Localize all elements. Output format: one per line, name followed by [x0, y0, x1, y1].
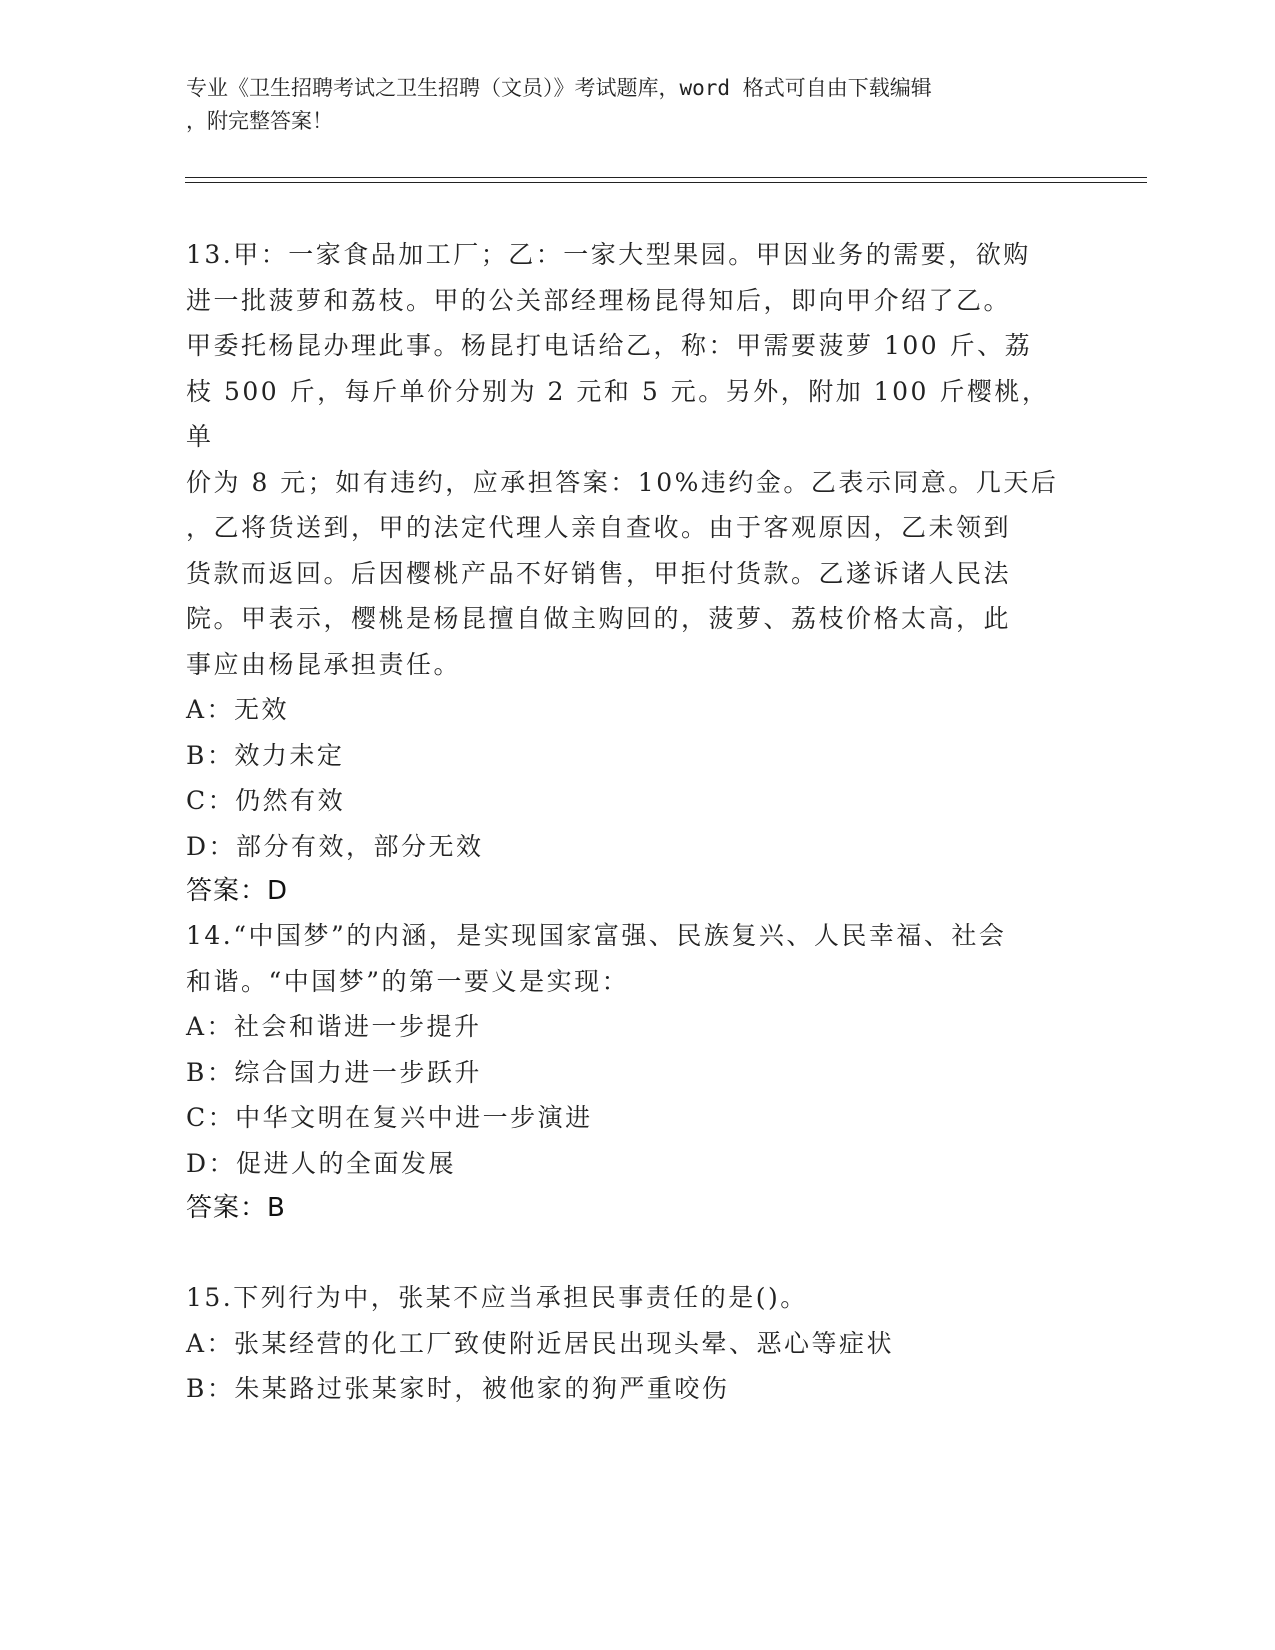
option-b: B：效力未定 [186, 740, 345, 770]
option-c: C：中华文明在复兴中进一步演进 [186, 1103, 593, 1132]
option-b: B：综合国力进一步跃升 [186, 1057, 482, 1087]
question-stem-line: 枝 500 斤，每斤单价分别为 2 元和 5 元。另外，附加 100 斤樱桃，单 [186, 376, 1050, 451]
question-15 [186, 1275, 1066, 1412]
answer-label: 答案：B [186, 1193, 286, 1223]
question-stem-line: 进一批菠萝和荔枝。甲的公关部经理杨昆得知后，即向甲介绍了乙。 [186, 285, 1012, 315]
question-stem-line: 甲委托杨昆办理此事。杨昆打电话给乙，称：甲需要菠萝 100 斤、荔 [186, 331, 1033, 360]
option-d: D：部分有效，部分无效 [186, 831, 484, 861]
header-rule-bottom [185, 182, 1147, 183]
header-line-1: 专业《卫生招聘考试之卫生招聘（文员）》考试题库，word 格式可自由下载编辑 [186, 76, 932, 100]
header-line-2: ，附完整答案！ [186, 109, 333, 133]
question-stem-line: 13.甲：一家食品加工厂；乙：一家大型果园。甲因业务的需要，欲购 [186, 240, 1031, 269]
question-stem-line: 事应由杨昆承担责任。 [186, 649, 462, 679]
option-c: C：仍然有效 [186, 786, 346, 815]
option-a: A：张某经营的化工厂致使附近居民出现头晕、恶心等症状 [186, 1328, 895, 1358]
question-13 [186, 232, 1066, 915]
option-a: A：社会和谐进一步提升 [186, 1012, 482, 1041]
question-stem-line: 14.“中国梦”的内涵，是实现国家富强、民族复兴、人民幸福、社会 [186, 921, 1007, 950]
question-stem-line: 和谐。“中国梦”的第一要义是实现： [186, 966, 630, 996]
question-stem-line: ，乙将货送到，甲的法定代理人亲自查收。由于客观原因，乙未领到 [186, 513, 1012, 542]
option-a: A：无效 [186, 695, 290, 724]
answer-label: 答案：D [186, 876, 289, 906]
question-stem-line: 15.下列行为中，张某不应当承担民事责任的是()。 [186, 1283, 808, 1312]
document-header [186, 72, 1086, 138]
question-stem-line: 价为 8 元；如有违约，应承担答案：10%违约金。乙表示同意。几天后 [186, 467, 1059, 497]
question-14 [186, 913, 1066, 1232]
question-stem-line: 院。甲表示，樱桃是杨昆擅自做主购回的，菠萝、荔枝价格太高，此 [186, 604, 1012, 633]
option-b: B：朱某路过张某家时，被他家的狗严重咬伤 [186, 1374, 730, 1403]
option-d: D：促进人的全面发展 [186, 1148, 457, 1178]
header-rule-top [185, 177, 1147, 178]
question-stem-line: 货款而返回。后因樱桃产品不好销售，甲拒付货款。乙遂诉诸人民法 [186, 558, 1012, 588]
